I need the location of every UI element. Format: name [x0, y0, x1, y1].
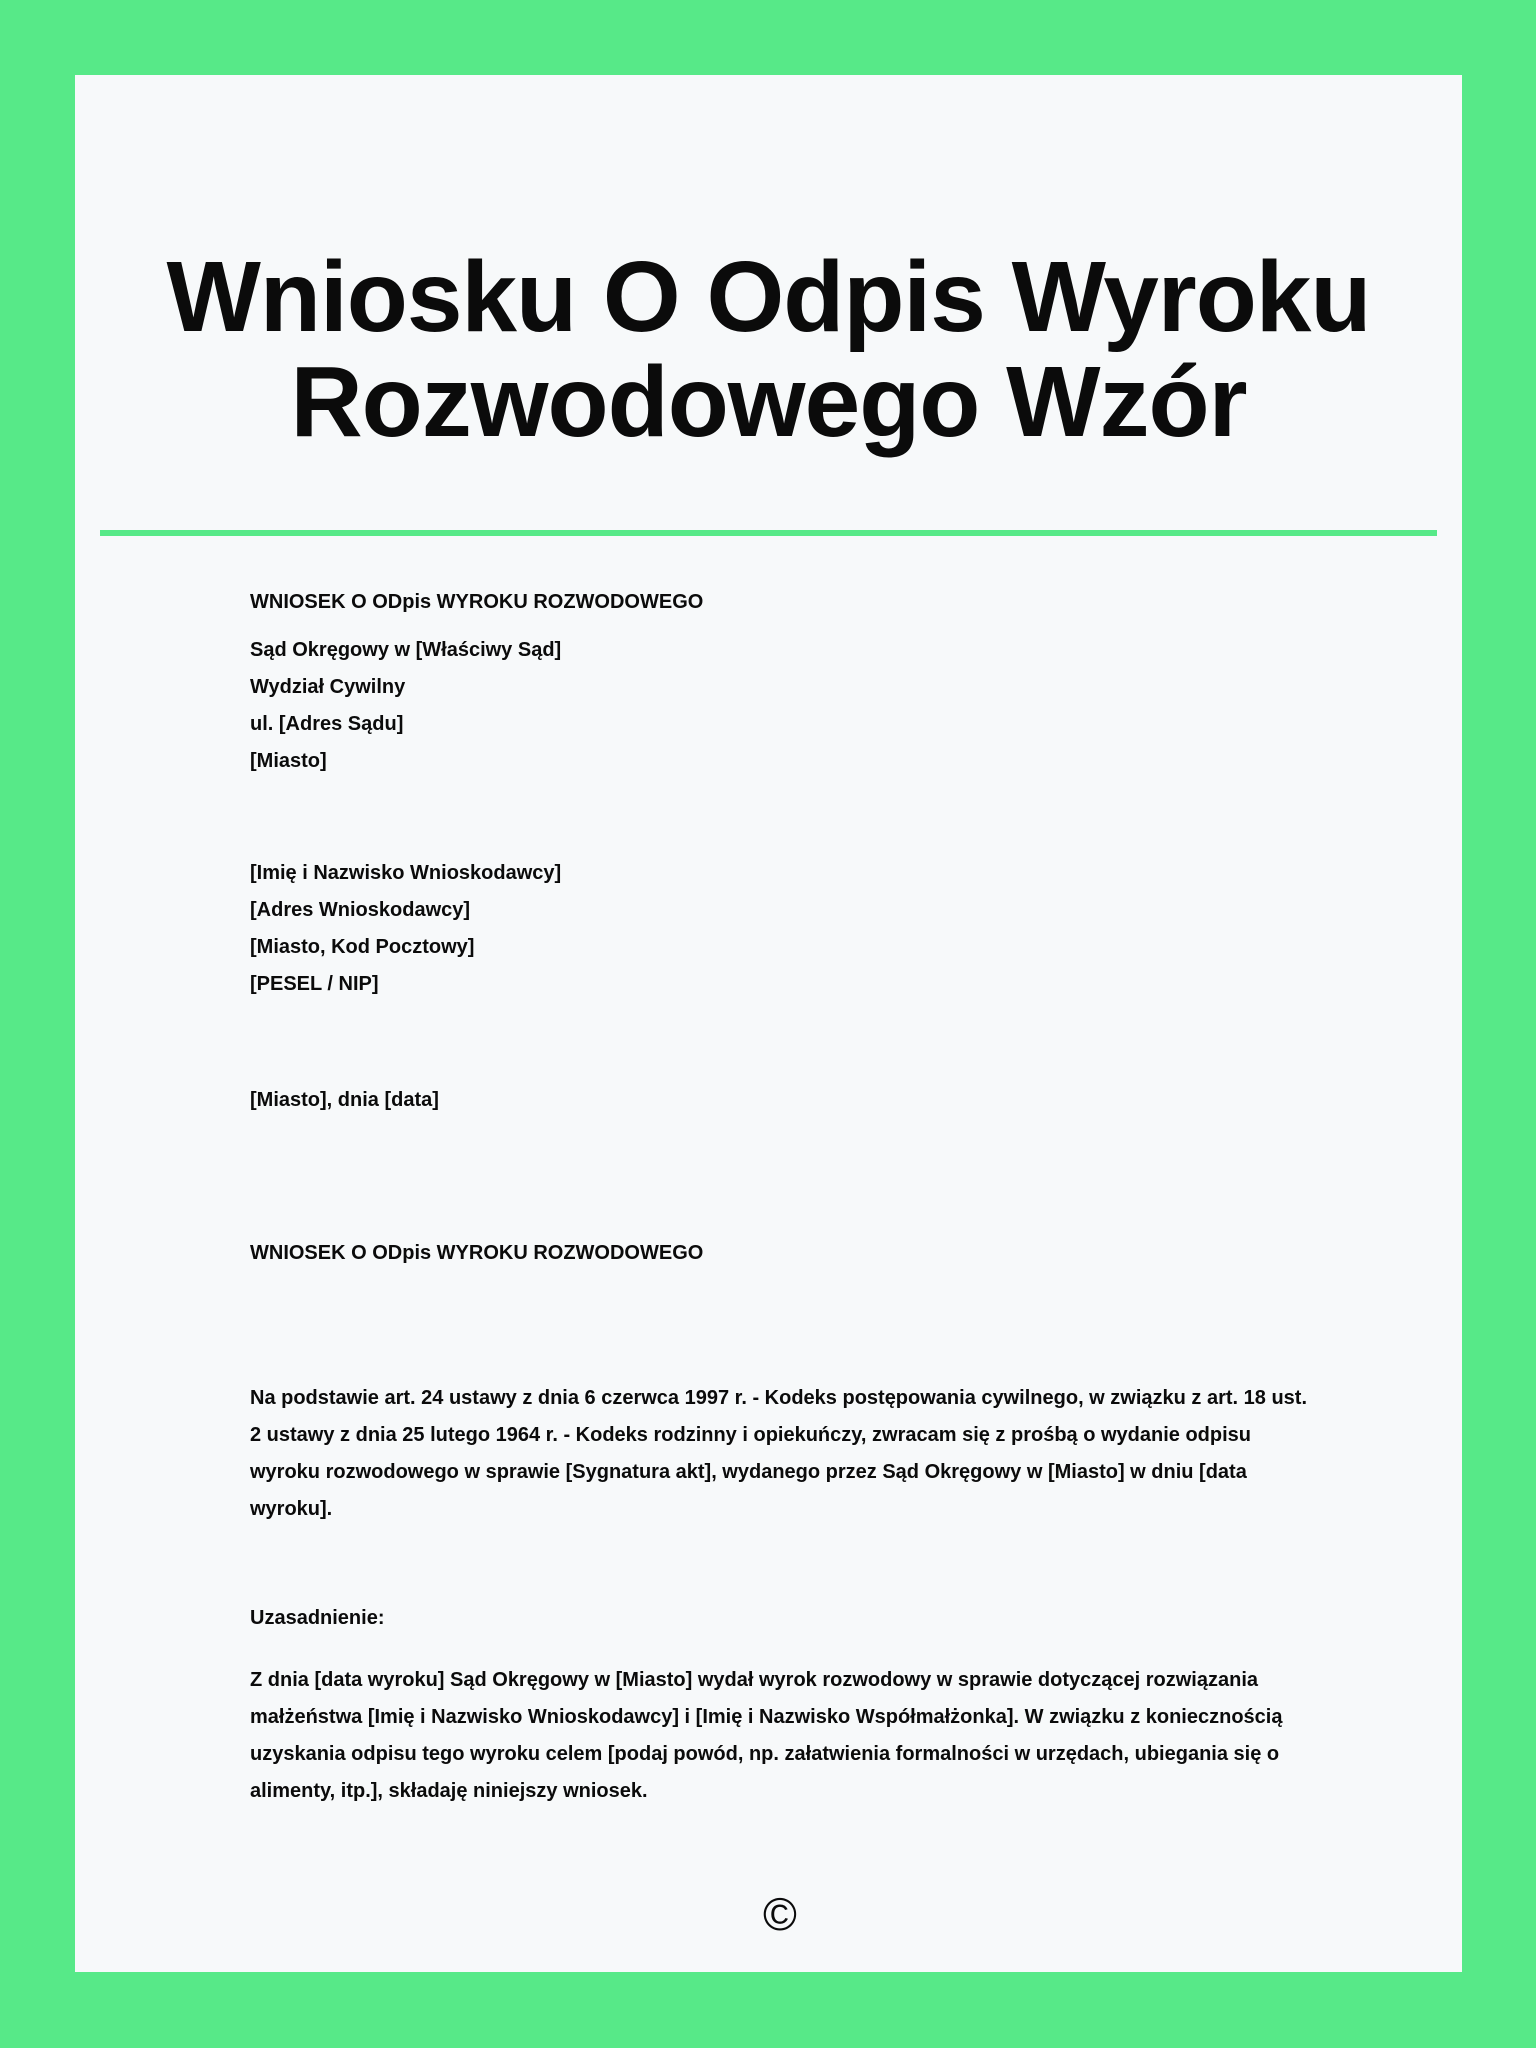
applicant-city-line: [Miasto, Kod Pocztowy]	[250, 936, 475, 958]
court-street-line: ul. [Adres Sądu]	[250, 713, 404, 735]
page-title-line-2: Rozwodowego Wzór	[290, 346, 1247, 458]
court-division-line: Wydział Cywilny	[250, 676, 406, 698]
document-body	[250, 536, 1310, 1938]
copyright-symbol: ©	[763, 1888, 797, 1940]
court-city-line: [Miasto]	[250, 750, 327, 772]
applicant-address-line: [Adres Wnioskodawcy]	[250, 899, 471, 921]
legal-basis-paragraph: Na podstawie art. 24 ustawy z dnia 6 czerwca 1997 r. - Kodeks postępowania cywilnego, w związku z art. 18 ust. 2 ustawy z dnia 25 lutego 1964 r. - Kodeks rodzinny i opiekuńczy, zwracam się z prośbą o wydanie odpisu wyroku rozwodowego w sprawie [Sygnatura akt], wydanego przez Sąd Okręgowy w [Miasto] w dniu [data wyroku].	[250, 1387, 1308, 1520]
document-page	[75, 75, 1462, 1972]
applicant-name-line: [Imię i Nazwisko Wnioskodawcy]	[250, 862, 562, 884]
justification-heading: Uzasadnienie:	[250, 1607, 385, 1629]
page-title	[105, 241, 1432, 458]
date-line: [Miasto], dnia [data]	[250, 1089, 439, 1111]
recipient-court-block	[250, 632, 1310, 780]
applicant-info-block	[250, 855, 1310, 1003]
justification-paragraph: Z dnia [data wyroku] Sąd Okręgowy w [Miasto] wydał wyrok rozwodowy w sprawie dotyczącej rozwiązania małżeństwa [Imię i Nazwisko Wnioskodawcy] i [Imię i Nazwisko Współmałżonka]. W związku z koniecznością uzyskania odpisu tego wyroku celem [podaj powód, np. załatwienia formalności w urzędach, ubiegania się o alimenty, itp.], składaję niniejszy wniosek.	[250, 1669, 1283, 1802]
court-name-line: Sąd Okręgowy w [Właściwy Sąd]	[250, 639, 562, 661]
page-title-line-1: Wniosku O Odpis Wyroku	[166, 241, 1371, 353]
document-heading: WNIOSEK O ODpis WYROKU ROZWODOWEGO	[250, 591, 704, 613]
request-heading: WNIOSEK O ODpis WYROKU ROZWODOWEGO	[250, 1242, 704, 1264]
applicant-id-line: [PESEL / NIP]	[250, 973, 379, 995]
